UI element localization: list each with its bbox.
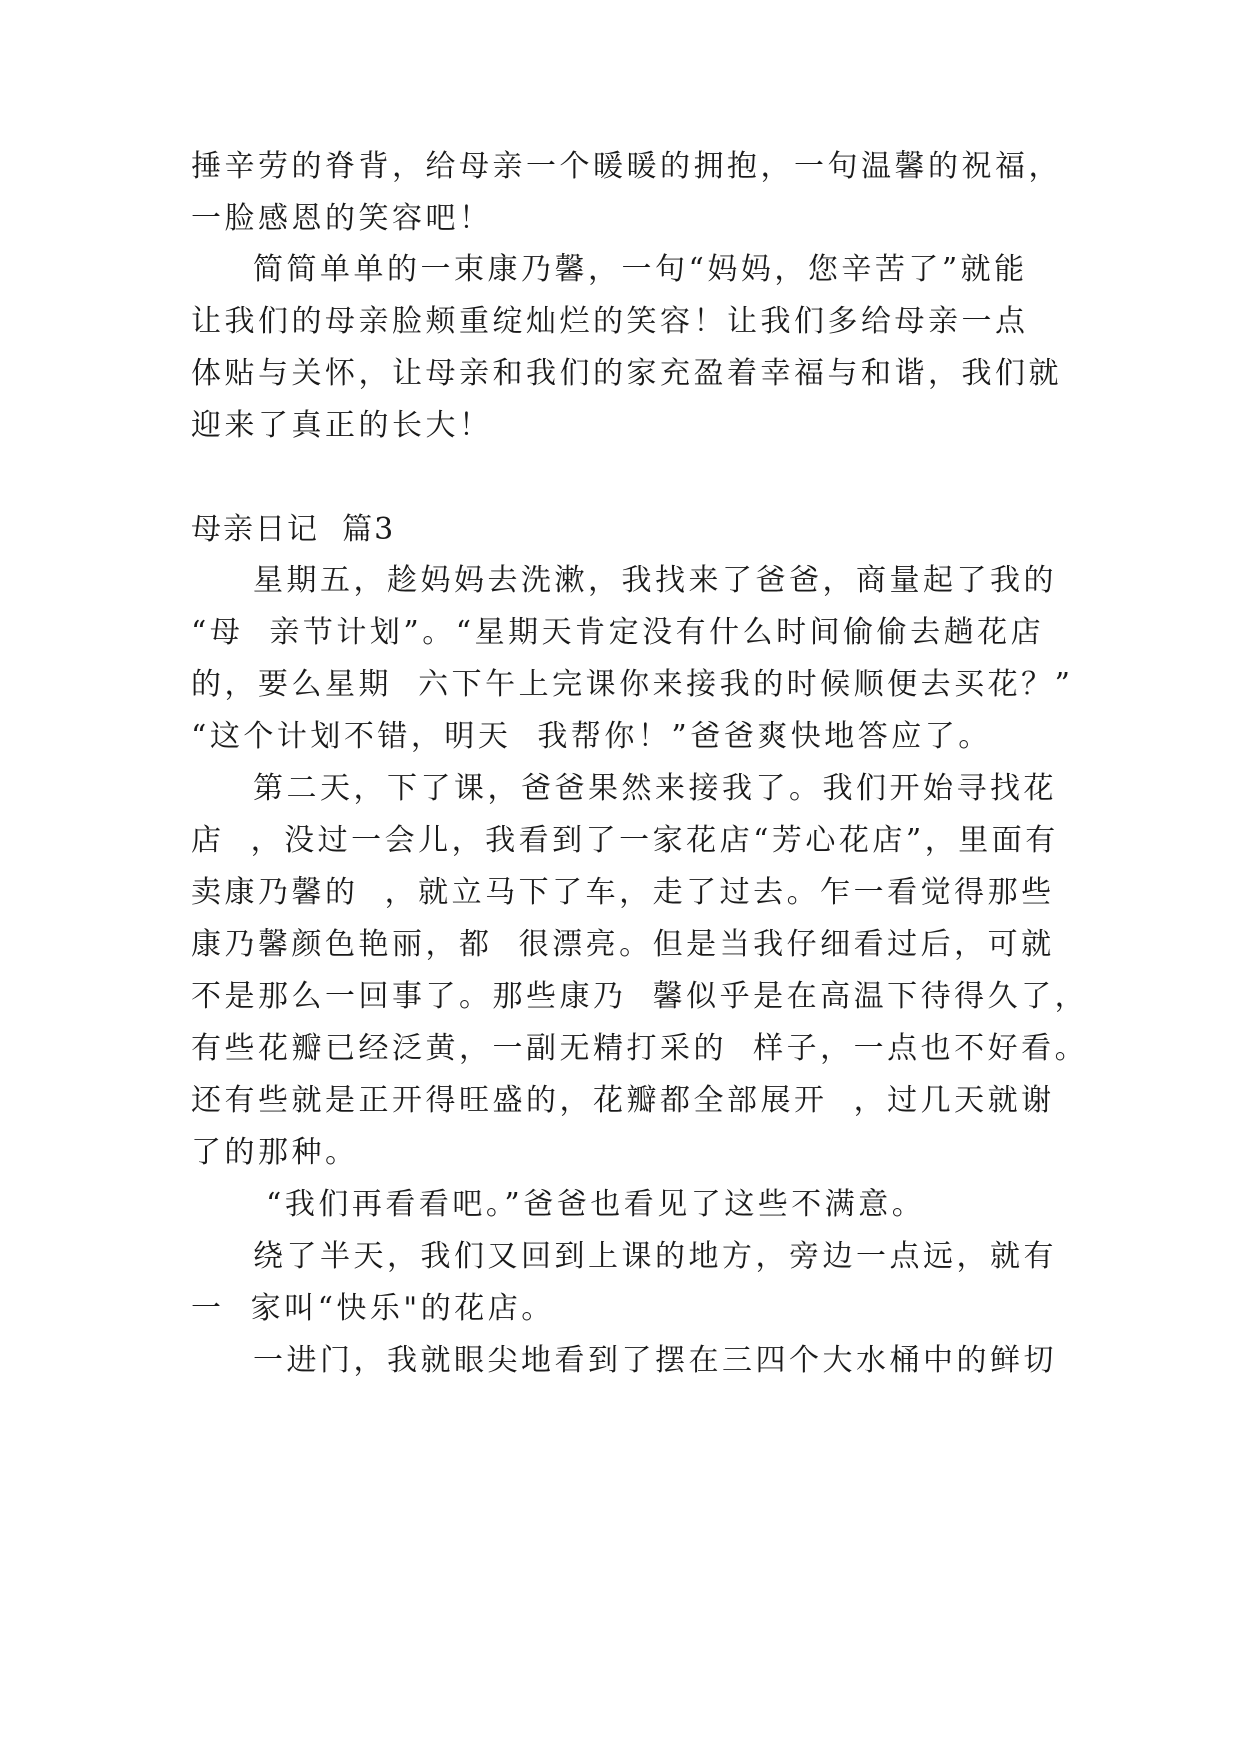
text-line: 卖康乃馨的 ，就立马下了车，走了过去。乍一看觉得那些 [191, 875, 1055, 910]
text-line: 第二天，下了课，爸爸果然来接我了。我们开始寻找花 [253, 771, 1057, 806]
text-line: 让我们的母亲脸颊重绽灿烂的笑容！让我们多给母亲一点 [191, 304, 1029, 339]
text-line: 捶辛劳的脊背，给母亲一个暖暖的拥抱，一句温馨的祝福， [191, 149, 1062, 184]
text-line: “我们再看看吧。”爸爸也看见了这些不满意。 [253, 1187, 926, 1222]
text-line: 还有些就是正开得旺盛的，花瓣都全部展开 ，过几天就谢 [191, 1083, 1055, 1118]
text-line: “这个计划不错，明天 我帮你！”爸爸爽快地答应了。 [191, 719, 992, 754]
text-line: 康乃馨颜色艳丽，都 很漂亮。但是当我仔细看过后，可就 [191, 927, 1055, 962]
text-line: 了的那种。 [191, 1135, 359, 1170]
text-line: 不是那么一回事了。那些康乃 馨似乎是在高温下待得久了， [191, 979, 1089, 1014]
text-line: 一进门，我就眼尖地看到了摆在三四个大水桶中的鲜切 [253, 1343, 1057, 1378]
text-line: 的，要么星期 六下午上完课你来接我的时候顺便去买花？” [191, 667, 1074, 702]
text-line: 绕了半天，我们又回到上课的地方，旁边一点远，就有 [253, 1239, 1057, 1274]
text-line: 简简单单的一束康乃馨，一句“妈妈，您辛苦了”就能 [253, 252, 1028, 287]
text-line: 店 ，没过一会儿，我看到了一家花店“芳心花店”，里面有 [191, 823, 1059, 858]
text-line: 一脸感恩的笑容吧！ [191, 201, 493, 236]
text-line: 星期五，趁妈妈去洗漱，我找来了爸爸，商量起了我的 [253, 563, 1057, 598]
text-line: “母 亲节计划”。“星期天肯定没有什么时间偷偷去趟花店 [191, 615, 1045, 650]
text-line: 迎来了真正的长大！ [191, 408, 493, 443]
text-line: 有些花瓣已经泛黄，一副无精打采的 样子，一点也不好看。 [191, 1031, 1089, 1066]
text-line: 体贴与关怀，让母亲和我们的家充盈着幸福与和谐，我们就 [191, 356, 1062, 391]
section-heading: 母亲日记 篇3 [191, 512, 396, 547]
text-line: 一 家叫“快乐"的花店。 [191, 1291, 555, 1326]
